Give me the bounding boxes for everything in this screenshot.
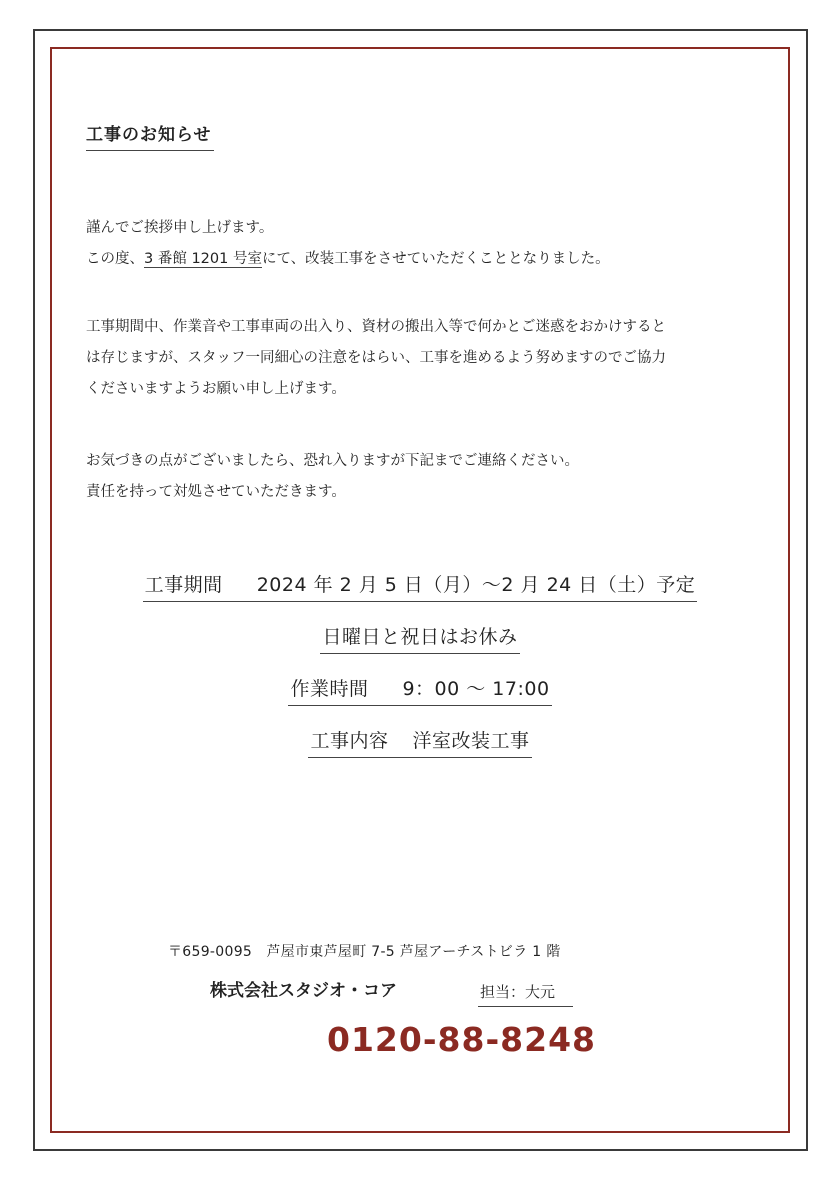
content-value: 洋室改装工事	[412, 730, 530, 752]
holiday-row	[0, 622, 840, 654]
period-label: 工事期間	[144, 574, 223, 596]
company-address: 〒659-0095 芦屋市東芦屋町 7-5 芦屋アーチストビラ 1 階	[168, 944, 561, 960]
period-underline	[143, 570, 698, 602]
body-paragraph	[86, 312, 756, 405]
contact-line: お気づきの点がございましたら、恐れ入りますが下記までご連絡ください。	[86, 453, 579, 469]
body-line: 工事期間中、作業音や工事車両の出入り、資材の搬出入等で何かとご迷惑をおかけすると	[86, 319, 666, 335]
content-label: 工事内容	[310, 730, 389, 752]
contact-person: 担当：大元	[478, 981, 573, 1007]
period-row	[0, 570, 840, 602]
room-number: 3 番館 1201 号室	[144, 251, 262, 267]
intro-prefix: この度、	[86, 251, 144, 267]
content-underline	[308, 726, 531, 758]
hours-value: 9：00 ～ 17:00	[402, 678, 550, 700]
phone-number: 0120-88-8248	[327, 1020, 597, 1059]
company-name: 株式会社スタジオ・コア	[210, 981, 397, 1001]
body-line: くださいますようお願い申し上げます。	[86, 381, 346, 397]
holiday-note: 日曜日と祝日はお休み	[320, 622, 519, 654]
content-row	[0, 726, 840, 758]
intro-paragraph	[86, 213, 756, 275]
hours-underline	[288, 674, 551, 706]
period-value: 2024 年 2 月 5 日（月）～2 月 24 日（土）予定	[256, 574, 696, 596]
greeting-line: 謹んでご挨拶申し上げます。	[86, 220, 274, 236]
hours-row	[0, 674, 840, 706]
notice-title: 工事のお知らせ	[86, 120, 214, 151]
contact-line: 責任を持って対処させていただきます。	[86, 484, 346, 500]
intro-line	[86, 244, 756, 275]
contact-paragraph	[86, 446, 756, 508]
body-line: は存じますが、スタッフ一同細心の注意をはらい、工事を進めるよう努めますのでご協力	[86, 350, 666, 366]
intro-suffix: にて、改装工事をさせていただくこととなりました。	[261, 251, 610, 267]
hours-label: 作業時間	[290, 678, 369, 700]
